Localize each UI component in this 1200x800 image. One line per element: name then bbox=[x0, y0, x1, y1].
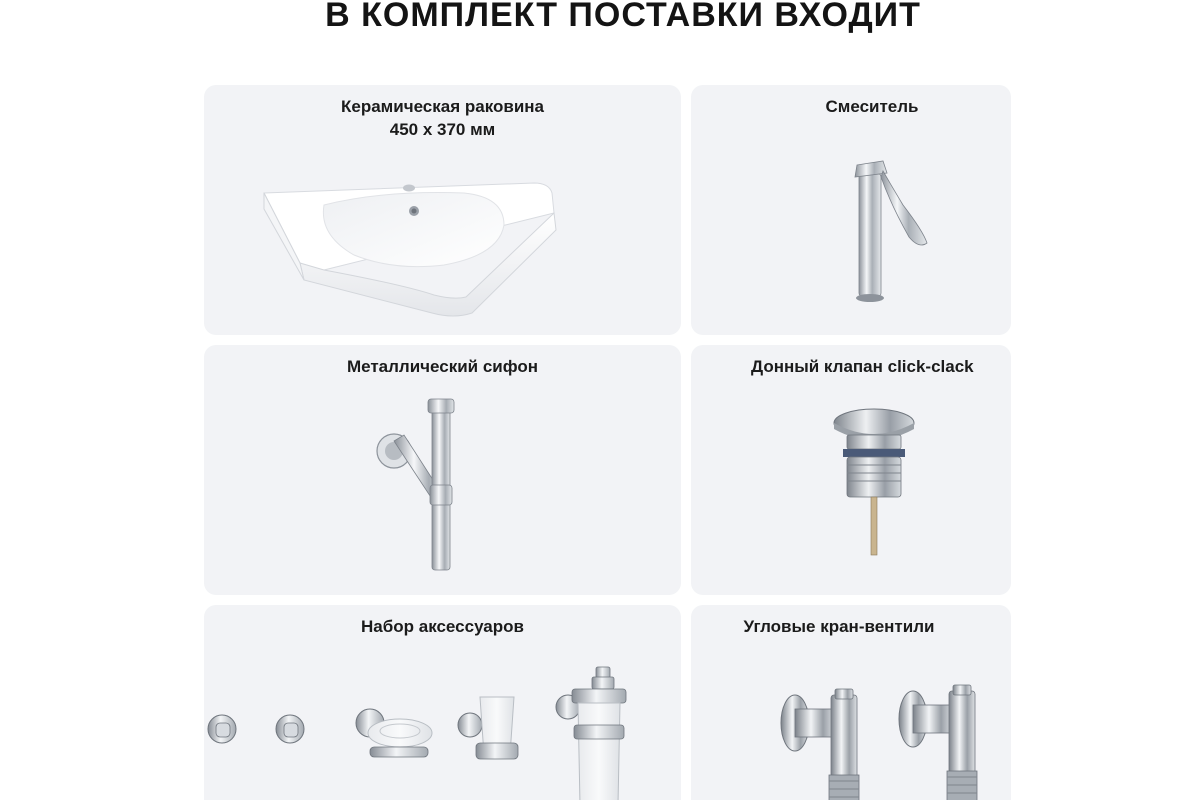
card-title-text: Набор аксессуаров bbox=[361, 617, 524, 636]
accessory-set-icon bbox=[204, 605, 681, 800]
soap-dish-icon bbox=[356, 709, 432, 757]
card-faucet bbox=[691, 85, 1011, 335]
card-subtitle-text: 450 х 370 мм bbox=[389, 120, 496, 139]
card-title-text: Керамическая раковина bbox=[341, 97, 544, 116]
angle-valves-icon bbox=[691, 605, 1011, 800]
card-accessory-set bbox=[204, 605, 681, 800]
card-angle-valves bbox=[691, 605, 1011, 800]
angle-valve-icon bbox=[899, 685, 977, 800]
hook-icon bbox=[208, 715, 236, 743]
faucet-icon bbox=[691, 85, 1011, 335]
card-ceramic-sink bbox=[204, 85, 681, 335]
card-title-text: Металлический сифон bbox=[346, 357, 539, 376]
card-drain-valve bbox=[691, 345, 1011, 595]
soap-dispenser-icon bbox=[556, 667, 626, 800]
hook-icon bbox=[276, 715, 304, 743]
tumbler-icon bbox=[458, 697, 518, 759]
card-title-text: Донный клапан click-clack bbox=[751, 357, 974, 376]
card-title-text: Смеситель bbox=[825, 97, 919, 116]
ceramic-sink-icon bbox=[204, 85, 681, 335]
card-title-text: Угловые кран-вентили bbox=[743, 617, 935, 636]
drain-valve-icon bbox=[691, 345, 1011, 595]
card-metal-siphon bbox=[204, 345, 681, 595]
angle-valve-icon bbox=[781, 689, 859, 800]
page-heading: В КОМПЛЕКТ ПОСТАВКИ ВХОДИТ bbox=[325, 0, 921, 34]
siphon-icon bbox=[204, 345, 681, 595]
